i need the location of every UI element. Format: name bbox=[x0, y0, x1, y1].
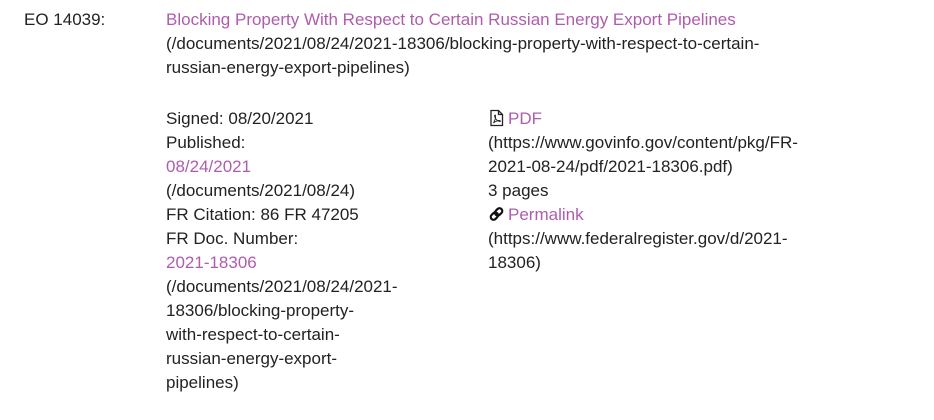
links-column bbox=[488, 107, 798, 275]
permalink-row bbox=[488, 203, 788, 227]
published-date-url: (/documents/2021/08/24) bbox=[166, 181, 356, 200]
pdf-file-icon bbox=[488, 109, 505, 127]
fr-citation: FR Citation: 86 FR 47205 bbox=[166, 205, 359, 224]
signed-date: Signed: 08/20/2021 bbox=[166, 109, 314, 128]
published-date-link[interactable]: 08/24/2021 bbox=[166, 157, 252, 176]
fr-doc-number-url: (/documents/2021/08/24/2021-18306/blocking-property-with-respect-to-certain-russian-energy-export-pipelines) bbox=[166, 277, 398, 392]
metadata-column bbox=[166, 107, 398, 395]
page-count: 3 pages bbox=[488, 181, 549, 200]
published-label: Published: bbox=[166, 133, 246, 152]
fr-doc-number-link[interactable]: 2021-18306 bbox=[166, 253, 257, 272]
pdf-row bbox=[488, 107, 788, 131]
pdf-url: (https://www.govinfo.gov/content/pkg/FR-2021-08-24/pdf/2021-18306.pdf) bbox=[488, 133, 798, 176]
document-title-link[interactable]: Blocking Property With Respect to Certain Russian Energy Export Pipelines bbox=[166, 10, 736, 29]
permalink-url: (https://www.federalregister.gov/d/2021-18306) bbox=[488, 229, 788, 272]
fr-doc-number-label: FR Doc. Number: bbox=[166, 229, 299, 248]
permalink-link[interactable]: Permalink bbox=[508, 205, 584, 224]
document-entry bbox=[166, 8, 806, 80]
chain-link-icon bbox=[488, 205, 505, 223]
document-title-url: (/documents/2021/08/24/2021-18306/blocking-property-with-respect-to-certain-russian-energy-export-pipelines) bbox=[166, 34, 760, 77]
eo-label: EO 14039: bbox=[24, 10, 106, 29]
pdf-link[interactable]: PDF bbox=[508, 109, 542, 128]
